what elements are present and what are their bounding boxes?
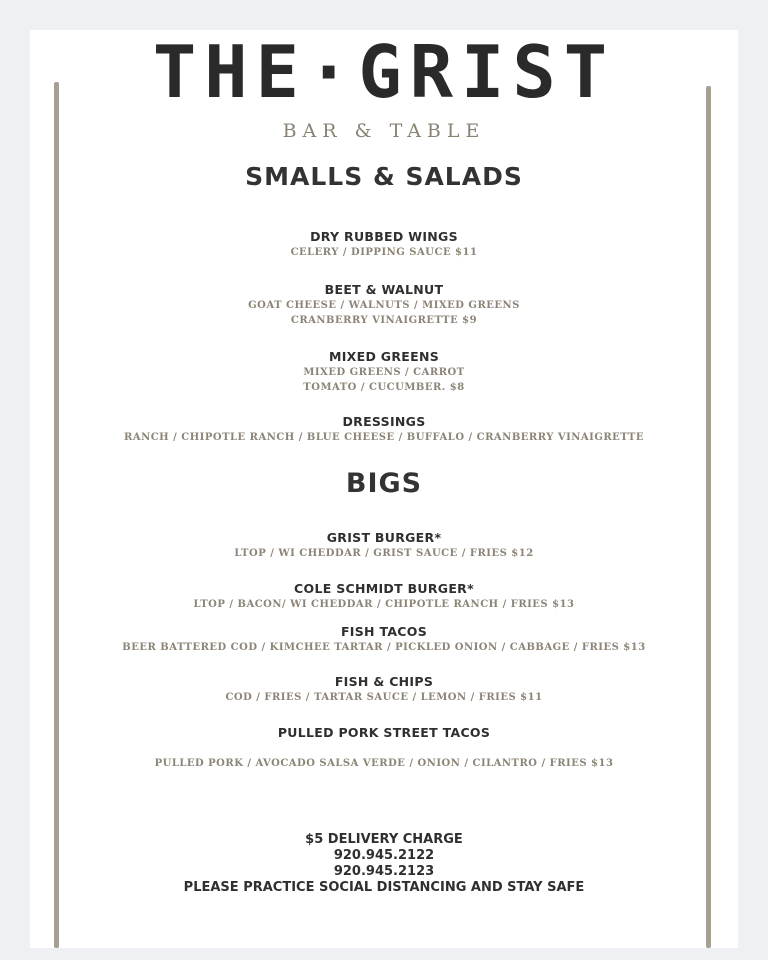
menu-item-desc: COD / FRIES / TARTAR SAUCE / LEMON / FRIES $11 (225, 692, 543, 703)
menu-item-name: FISH TACOS (340, 624, 428, 639)
menu-item (30, 282, 738, 328)
phone-number-1: 920.945.2122 (333, 848, 435, 863)
menu-item-desc: GOAT CHEESE / WALNUTS / MIXED GREENS (248, 300, 520, 311)
menu-item (30, 581, 738, 612)
menu-item-desc: LTOP / WI CHEDDAR / GRIST SAUCE / FRIES $12 (234, 548, 534, 559)
menu-item (30, 349, 738, 395)
menu-item (30, 674, 738, 705)
menu-item (30, 229, 738, 260)
menu-item-name: GRIST BURGER* (326, 530, 442, 545)
menu-item-name: BEET & WALNUT (324, 282, 444, 297)
delivery-charge: $5 DELIVERY CHARGE (305, 832, 463, 847)
menu-item-desc: BEER BATTERED COD / KIMCHEE TARTAR / PICKLED ONION / CABBAGE / FRIES $13 (122, 642, 646, 653)
menu-item (30, 624, 738, 655)
menu-sheet (30, 30, 738, 948)
section-title-smalls: SMALLS & SALADS (245, 162, 523, 191)
menu-item (30, 725, 738, 771)
menu-item (30, 530, 738, 561)
left-border-rule (54, 82, 59, 948)
phone-number-2: 920.945.2123 (333, 864, 435, 879)
section-title-bigs: BIGS (345, 468, 423, 499)
menu-item-desc: PULLED PORK / AVOCADO SALSA VERDE / ONION / CILANTRO / FRIES $13 (154, 758, 614, 769)
menu-footer (30, 832, 738, 896)
menu-item-desc: MIXED GREENS / CARROT (303, 367, 465, 378)
menu-item-name: FISH & CHIPS (334, 674, 434, 689)
right-border-rule (706, 86, 711, 948)
menu-item-name: COLE SCHMIDT BURGER* (294, 581, 474, 596)
menu-item-desc: RANCH / CHIPOTLE RANCH / BLUE CHEESE / BUFFALO / CRANBERRY VINAIGRETTE (124, 432, 644, 443)
menu-item-name: PULLED PORK STREET TACOS (277, 725, 491, 740)
menu-item-desc: CRANBERRY VINAIGRETTE $9 (290, 315, 478, 326)
restaurant-tagline: BAR & TABLE (282, 120, 486, 142)
menu-item-name: MIXED GREENS (328, 349, 440, 364)
safety-message: PLEASE PRACTICE SOCIAL DISTANCING AND STAY SAFE (183, 880, 585, 895)
menu-item (30, 414, 738, 445)
menu-item-name: DRESSINGS (342, 414, 426, 429)
menu-item-desc: CELERY / DIPPING SAUCE $11 (290, 247, 478, 258)
menu-item-desc: TOMATO / CUCUMBER. $8 (303, 382, 465, 393)
menu-item-name: DRY RUBBED WINGS (310, 229, 458, 244)
menu-item-desc: LTOP / BACON/ WI CHEDDAR / CHIPOTLE RANCH / FRIES $13 (193, 599, 575, 610)
restaurant-logo: THE·GRIST (152, 30, 616, 114)
